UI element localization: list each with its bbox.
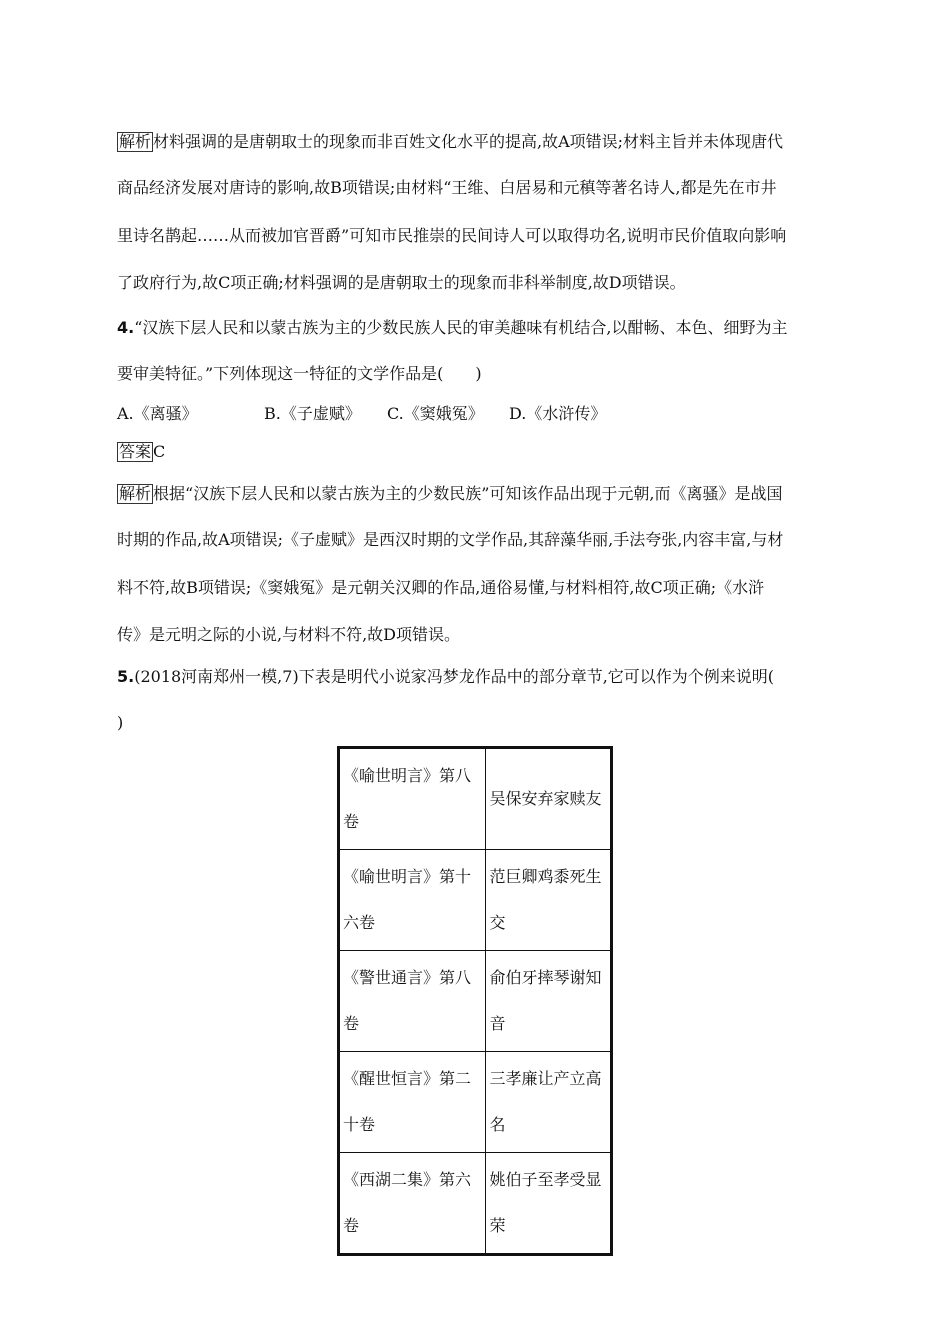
chapter-table [337, 746, 613, 1256]
analysis-tag: 解析 [119, 132, 152, 151]
question-number: 5. [117, 667, 135, 686]
option-c: C.《窦娥冤》 [387, 404, 484, 423]
analysis-1-line-2: 商品经济发展对唐诗的影响,故B项错误;由材料“王维、白居易和元稹等著名诗人,都是先在市井 [117, 178, 777, 197]
analysis-1-line-3: 里诗名鹊起……从而被加官晋爵”可知市民推崇的民间诗人可以取得功名,说明市民价值取向影响 [117, 226, 787, 245]
option-b: B.《子虚赋》 [264, 404, 361, 423]
analysis-tag: 解析 [119, 484, 152, 503]
analysis-2-line-2: 时期的作品,故A项错误;《子虚赋》是西汉时期的文学作品,其辞藻华丽,手法夸张,内容丰富,与材 [117, 530, 784, 549]
option-a: A.《离骚》 [117, 404, 198, 423]
table-row [339, 748, 612, 850]
table-cell-title: 姚伯子至孝受显荣 [486, 1153, 612, 1255]
table-row [339, 1153, 612, 1255]
question-text: “汉族下层人民和以蒙古族为主的少数民族人民的审美趣味有机结合,以酣畅、本色、细野为主 [134, 318, 788, 337]
answer-tag: 答案 [119, 442, 152, 461]
question-5-line-1 [117, 665, 837, 689]
answer-line [117, 440, 837, 464]
table-cell-title: 三孝廉让产立高名 [486, 1052, 612, 1153]
table-cell-title: 范巨卿鸡黍死生交 [486, 850, 612, 951]
table-row [339, 1052, 612, 1153]
option-d: D.《水浒传》 [509, 404, 607, 423]
question-4-line-1 [117, 316, 837, 340]
table-cell-title: 俞伯牙摔琴谢知音 [486, 951, 612, 1052]
table-cell-source: 《西湖二集》第六卷 [339, 1153, 486, 1255]
table-row [339, 951, 612, 1052]
question-text: (2018河南郑州一模,7)下表是明代小说家冯梦龙作品中的部分章节,它可以作为个例来说明( [134, 667, 775, 686]
analysis-text: 根据“汉族下层人民和以蒙古族为主的少数民族”可知该作品出现于元朝,而《离骚》是战国 [153, 484, 783, 503]
question-number: 4. [117, 318, 135, 337]
table-row [339, 850, 612, 951]
question-4-options [117, 402, 837, 426]
analysis-1-line-4: 了政府行为,故C项正确;材料强调的是唐朝取士的现象而非科举制度,故D项错误。 [117, 273, 686, 292]
answer-value: C [153, 442, 166, 461]
analysis-2-line-1 [117, 482, 837, 506]
question-4-line-2: 要审美特征。”下列体现这一特征的文学作品是( ) [117, 364, 482, 383]
analysis-2-line-3: 料不符,故B项错误;《窦娥冤》是元朝关汉卿的作品,通俗易懂,与材料相符,故C项正确;《水浒 [117, 578, 765, 597]
analysis-text: 材料强调的是唐朝取士的现象而非百姓文化水平的提高,故A项错误;材料主旨并未体现唐代 [153, 132, 784, 151]
analysis-2-line-4: 传》是元明之际的小说,与材料不符,故D项错误。 [117, 625, 461, 644]
table-cell-source: 《警世通言》第八卷 [339, 951, 486, 1052]
table-cell-source: 《醒世恒言》第二十卷 [339, 1052, 486, 1153]
question-5-line-2: ) [117, 713, 124, 732]
table-cell-source: 《喻世明言》第八卷 [339, 748, 486, 850]
table-cell-source: 《喻世明言》第十六卷 [339, 850, 486, 951]
table-cell-title: 吴保安弃家赎友 [486, 748, 612, 850]
analysis-1-line-1 [117, 130, 837, 154]
